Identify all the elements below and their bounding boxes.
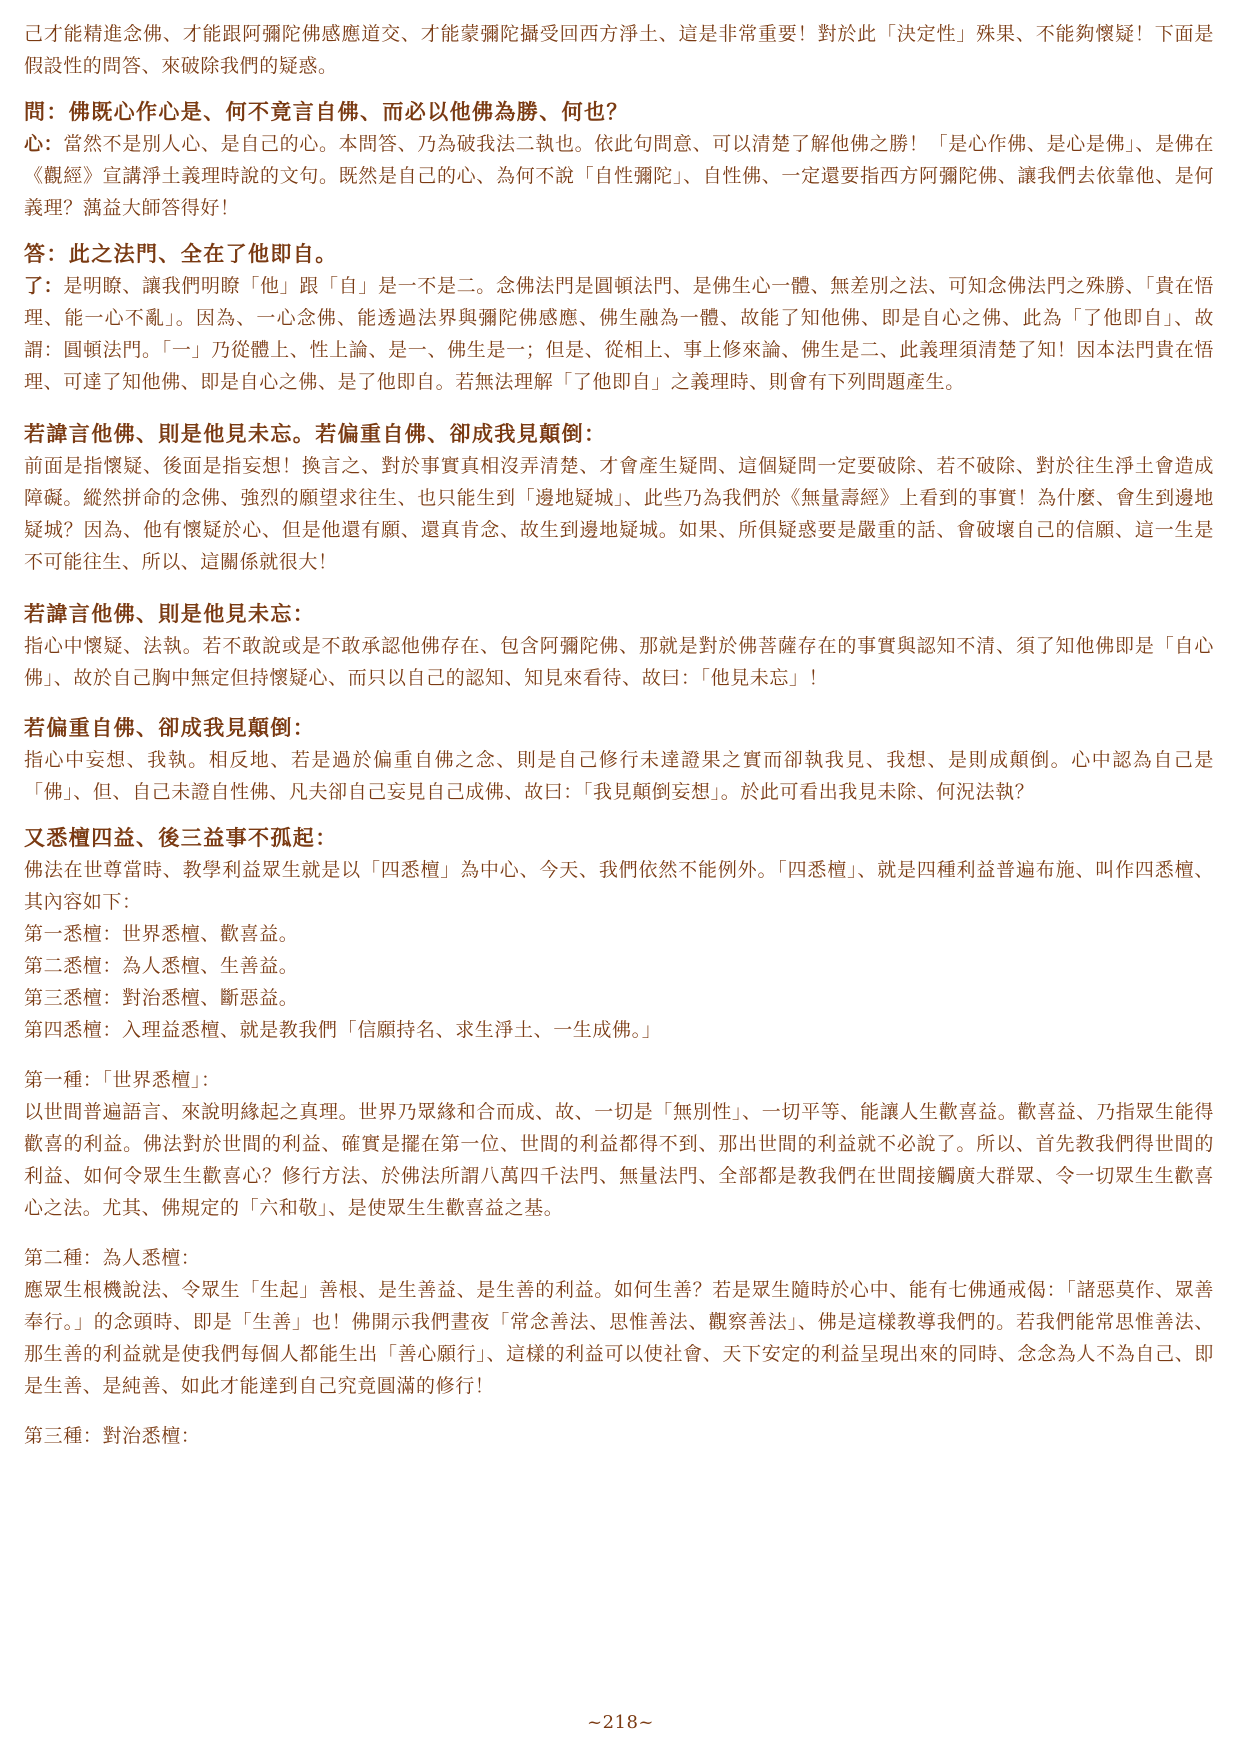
second-kind-body: 應眾生根機說法、令眾生「生起」善根、是生善益、是生善的利益。如何生善？若是眾生隨時於心中、能有七佛通戒偈：「諸惡莫作、眾善奉行。」的念頭時、即是「生善」也！佛開示我們晝夜「常念善法、思惟善法、觀察善法」、佛是這樣教導我們的。若我們能常思惟善法、那生善的利益就是使我們每個人都能生出「善心願行」、這樣的利益可以使社會、天下安定的利益呈現出來的同時、念念為人不為自己、即是生善、是純善、如此才能達到自己究竟圓滿的修行！ [24, 1279, 1214, 1397]
intro-paragraph: 己才能精進念佛、才能跟阿彌陀佛感應道交、才能蒙彌陀攝受回西方淨土、這是非常重要！對於此「決定性」殊果、不能夠懷疑！下面是假設性的問答、來破除我們的疑惑。 [24, 23, 1214, 77]
section-doubt-delusion-body: 前面是指懷疑、後面是指妄想！換言之、對於事實真相沒弄清楚、才會產生疑問、這個疑問一定要破除、若不破除、對於往生淨土會造成障礙。縱然拼命的念佛、強烈的願望求往生、也只能生到「邊地疑城」、此些乃為我們於《無量壽經》上看到的事實！為什麼、會生到邊地疑城？因為、他有懷疑於心、但是他還有願、還真肯念、故生到邊地疑城。如果、所俱疑惑要是嚴重的話、會破壞自己的信願、這一生是不可能往生、所以、這關係就很大！ [24, 455, 1214, 573]
question-text: 當然不是別人心、是自己的心。本問答、乃為破我法二執也。依此句問意、可以清楚了解他佛之勝！「是心作佛、是心是佛」、是佛在《觀經》宣講淨土義理時說的文句。既然是自己的心、為何不說「自性彌陀」、自性佛、一定還要指西方阿彌陀佛、讓我們去依靠他、是何義理？蕅益大師答得好！ [24, 133, 1215, 219]
answer-text: 是明瞭、讓我們明瞭「他」跟「自」是一不是二。念佛法門是圓頓法門、是佛生心一體、無差別之法、可知念佛法門之殊勝、「貴在悟理、能一心不亂」。因為、一心念佛、能透過法界與彌陀佛感應、佛生融為一體、故能了知他佛、即是自心之佛、此為「了他即自」、故謂：圓頓法門。「一」乃從體上、性上論、是一、佛生是一；但是、從相上、事上修來論、佛生是二、此義理須清楚了知！因本法門貴在悟理、可達了知他佛、即是自心之佛、是了他即自。若無法理解「了他即自」之義理時、則會有下列問題產生。 [24, 275, 1215, 393]
question-heading: 問：佛既心作心是、何不竟言自佛、而必以他佛為勝、何也？ [24, 99, 629, 124]
section-other-buddha-body: 指心中懷疑、法執。若不敢說或是不敢承認他佛存在、包含阿彌陀佛、那就是對於佛菩薩存在的事實與認知不清、須了知他佛即是「自心佛」、故於自己胸中無定但持懷疑心、而只以自己的認知、知見來看待、故曰：「他見未忘」！ [24, 635, 1214, 689]
section-second-kind [24, 1242, 1214, 1402]
first-kind-body: 以世間普遍語言、來說明緣起之真理。世界乃眾緣和合而成、故、一切是「無別性」、一切平等、能讓人生歡喜益。歡喜益、乃指眾生能得歡喜的利益。佛法對於世間的利益、確實是擺在第一位、世間的利益都得不到、那出世間的利益就不必說了。所以、首先教我們得世間的利益、如何令眾生生歡喜心？修行方法、於佛法所謂八萬四千法門、無量法門、全部都是教我們在世間接觸廣大群眾、令一切眾生生歡喜心之法。尤其、佛規定的「六和敬」、是使眾生生歡喜益之基。 [24, 1101, 1214, 1219]
second-kind-title: 第二種：為人悉檀： [24, 1247, 201, 1269]
question-lead: 心： [24, 133, 64, 155]
question-body [24, 128, 1214, 224]
first-kind-title: 第一種：「世界悉檀」： [24, 1069, 221, 1091]
page-number: ~218~ [586, 1712, 655, 1733]
section-doubt-delusion-heading: 若諱言他佛、則是他見未忘。若偏重自佛、卻成我見顛倒： [24, 421, 607, 446]
third-kind-title: 第三種：對治悉檀： [24, 1425, 201, 1447]
siddhanta-item: 第二悉檀：為人悉檀、生善益。 [24, 955, 299, 977]
section-other-buddha-heading: 若諱言他佛、則是他見未忘： [24, 601, 316, 626]
section-four-siddhanta-heading: 又悉檀四益、後三益事不孤起： [24, 825, 338, 850]
section-self-buddha [24, 712, 1214, 808]
document-page [24, 18, 1214, 1452]
section-other-buddha [24, 598, 1214, 694]
siddhanta-item: 第一悉檀：世界悉檀、歡喜益。 [24, 923, 299, 945]
section-third-kind [24, 1420, 1214, 1452]
section-first-kind [24, 1064, 1214, 1224]
section-doubt-delusion [24, 418, 1214, 578]
question-section [24, 96, 1214, 224]
section-self-buddha-body: 指心中妄想、我執。相反地、若是過於偏重自佛之念、則是自己修行未達證果之實而卻執我見、我想、是則成顛倒。心中認為自己是「佛」、但、自己未證自性佛、凡夫卻自己妄見自己成佛、故曰：「我見顛倒妄想」。於此可看出我見未除、何況法執？ [24, 749, 1214, 803]
answer-body [24, 270, 1214, 398]
answer-heading: 答：此之法門、全在了他即自。 [24, 241, 338, 266]
siddhanta-item: 第三悉檀：對治悉檀、斷惡益。 [24, 987, 299, 1009]
section-self-buddha-heading: 若偏重自佛、卻成我見顛倒： [24, 715, 316, 740]
answer-lead: 了： [24, 275, 64, 297]
section-four-siddhanta-body: 佛法在世尊當時、教學利益眾生就是以「四悉檀」為中心、今天、我們依然不能例外。「四悉檀」、就是四種利益普遍布施、叫作四悉檀、其內容如下： [24, 859, 1214, 913]
section-four-siddhanta [24, 822, 1214, 1046]
siddhanta-item: 第四悉檀：入理益悉檀、就是教我們「信願持名、求生淨土、一生成佛。」 [24, 1019, 662, 1041]
answer-section [24, 238, 1214, 398]
